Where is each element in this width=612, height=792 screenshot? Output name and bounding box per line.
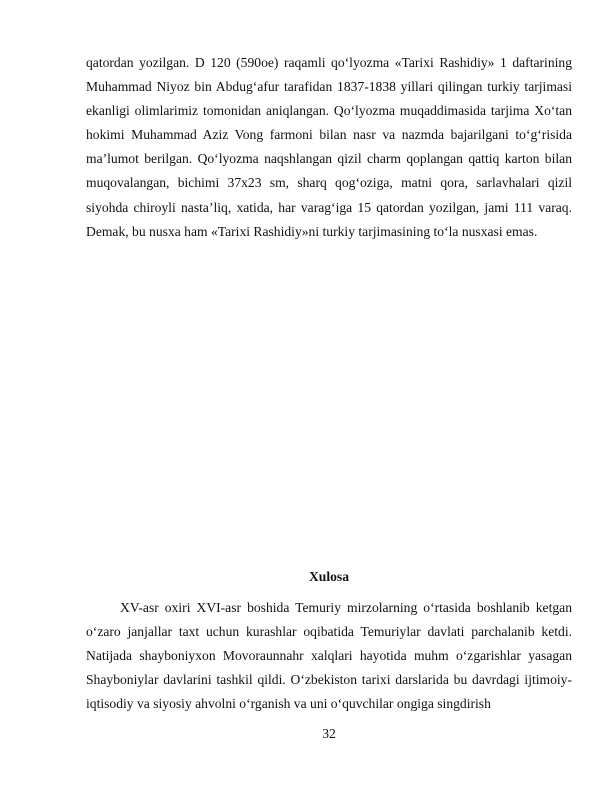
body-paragraph: qatordan yozilgan. D 120 (590oe) raqamli qo‘lyozma «Tarixi Rashidiy» 1 daftarining Muhammad Niyoz bin Abdug‘afur tarafidan 1837-1838 yillari qilingan turkiy tarjimasi ekanligi olimlarimiz tomonidan aniqlangan. Qo‘lyozma muqaddimasida tarjima Xo‘tan hokimi Muhammad Aziz Vong farmoni bilan nasr va nazmda bajarilgani to‘g‘risida ma’lumot berilgan. Qo‘lyozma naqshlangan qizil charm qoplangan qattiq karton bilan muqovalangan, bichimi 37x23 sm, sharq qog‘oziga, matni qora, sarlavhalari qizil siyohda chiroyli nasta’liq, xatida, har varag‘iga 15 qatordan yozilgan, jami 111 varaq. Demak, bu nusxa ham «Tarixi Rashidiy»ni turkiy tarjimasining to‘la nusxasi emas. <box>86 55 572 239</box>
page-number: 32 <box>322 726 336 741</box>
section-heading: Xulosa <box>308 569 350 584</box>
body-paragraph: XV-asr oxiri XVI-asr boshida Temuriy mirzolarning o‘rtasida boshlanib ketgan o‘zaro janjallar taxt uchun kurashlar oqibatida Temuriylar davlati parchalanib ketdi. Natijada shayboniyxon Movoraunnahr xalqlari hayotida muhm o‘zgarishlar yasagan Shayboniylar davlarini tashkil qildi. O‘zbekiston tarixi darslarida bu davrdagi ijtimoiy-iqtisodiy va siyosiy ahvolni o‘rganish va uni o‘quvchilar ongiga singdirish <box>86 600 572 712</box>
